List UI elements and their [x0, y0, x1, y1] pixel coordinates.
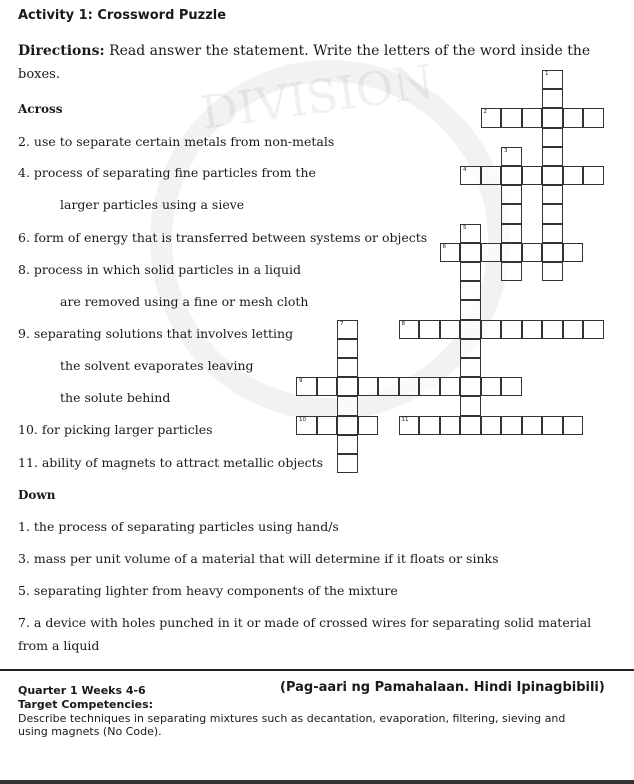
crossword-cell[interactable]	[460, 396, 481, 415]
clue-across-2: 2. use to separate certain metals from non-metals	[18, 134, 335, 149]
ownership-notice: (Pag-aari ng Pamahalaan. Hindi Ipinagbibili)	[280, 680, 605, 695]
crossword-cell[interactable]	[378, 377, 399, 396]
crossword-cell[interactable]	[501, 185, 522, 204]
crossword-cell[interactable]	[337, 435, 358, 454]
clue-across-6: 6. form of energy that is transferred between systems or objects	[18, 230, 428, 245]
crossword-cell[interactable]	[542, 108, 563, 127]
crossword-cell[interactable]	[460, 300, 481, 319]
crossword-cell[interactable]	[317, 416, 338, 435]
crossword-cell[interactable]	[501, 416, 522, 435]
crossword-cell[interactable]	[542, 204, 563, 223]
crossword-cell[interactable]	[542, 147, 563, 166]
crossword-cell[interactable]	[440, 243, 461, 262]
crossword-cell[interactable]	[501, 262, 522, 281]
crossword-cell[interactable]	[542, 128, 563, 147]
clue-across-11: 11. ability of magnets to attract metallic objects	[18, 455, 324, 470]
crossword-cell[interactable]	[358, 416, 379, 435]
crossword-cell[interactable]	[501, 224, 522, 243]
crossword-cell[interactable]	[522, 108, 543, 127]
crossword-cell[interactable]	[337, 377, 358, 396]
crossword-cell[interactable]	[460, 339, 481, 358]
crossword-cell[interactable]	[563, 166, 584, 185]
competencies-text: Describe techniques in separating mixtures such as decantation, evaporation, filtering, sieving and	[18, 712, 566, 725]
crossword-cell[interactable]	[460, 358, 481, 377]
crossword-cell[interactable]	[481, 377, 502, 396]
crossword-cell[interactable]	[563, 416, 584, 435]
clue-across-8-cont: are removed using a fine or mesh cloth	[60, 294, 309, 309]
crossword-cell[interactable]	[542, 320, 563, 339]
clue-across-10: 10. for picking larger particles	[18, 422, 213, 437]
clue-number: 1	[545, 71, 549, 77]
crossword-cell[interactable]	[501, 147, 522, 166]
activity-title: Activity 1: Crossword Puzzle	[18, 8, 227, 23]
crossword-cell[interactable]	[583, 166, 604, 185]
crossword-cell[interactable]	[440, 320, 461, 339]
crossword-cell[interactable]	[542, 166, 563, 185]
clue-number: 2	[483, 109, 487, 116]
clue-across-4: 4. process of separating fine particles from the	[18, 165, 316, 180]
crossword-cell[interactable]	[460, 243, 481, 262]
crossword-cell[interactable]	[542, 243, 563, 262]
crossword-cell[interactable]	[399, 320, 420, 339]
clue-down-3: 3. mass per unit volume of a material that will determine if it floats or sinks	[18, 551, 499, 566]
crossword-cell[interactable]	[460, 166, 481, 185]
crossword-cell[interactable]	[501, 320, 522, 339]
crossword-cell[interactable]	[501, 166, 522, 185]
crossword-cell[interactable]	[481, 243, 502, 262]
crossword-cell[interactable]	[542, 185, 563, 204]
crossword-cell[interactable]	[563, 320, 584, 339]
crossword-cell[interactable]	[501, 243, 522, 262]
crossword-cell[interactable]	[460, 377, 481, 396]
crossword-cell[interactable]	[419, 377, 440, 396]
directions	[18, 43, 590, 59]
crossword-cell[interactable]	[337, 320, 358, 339]
crossword-cell[interactable]	[542, 416, 563, 435]
clue-number: 10	[299, 416, 306, 423]
crossword-cell[interactable]	[542, 70, 563, 89]
clue-across-8: 8. process in which solid particles in a liquid	[18, 262, 302, 277]
clue-number: 3	[504, 147, 508, 154]
clue-number: 7	[340, 320, 344, 327]
crossword-cell[interactable]	[399, 416, 420, 435]
crossword-cell[interactable]	[460, 416, 481, 435]
crossword-cell[interactable]	[563, 108, 584, 127]
crossword-cell[interactable]	[583, 320, 604, 339]
crossword-cell[interactable]	[337, 339, 358, 358]
crossword-cell[interactable]	[460, 320, 481, 339]
clue-number: 5	[463, 224, 467, 231]
crossword-cell[interactable]	[542, 262, 563, 281]
clue-down-1: 1. the process of separating particles using hand/s	[18, 519, 339, 534]
crossword-cell[interactable]	[481, 108, 502, 127]
clue-down-5: 5. separating lighter from heavy components of the mixture	[18, 583, 398, 598]
crossword-cell[interactable]	[440, 416, 461, 435]
watermark-text: DIVISION	[197, 53, 437, 141]
crossword-cell[interactable]	[440, 377, 461, 396]
bottom-bar	[0, 780, 634, 784]
crossword-cell[interactable]	[481, 416, 502, 435]
clue-down-7: 7. a device with holes punched in it or made of crossed wires for separating solid material	[18, 615, 592, 630]
clue-number: 11	[401, 416, 409, 423]
clue-number: 4	[463, 167, 467, 173]
directions-label: Directions:	[18, 43, 105, 59]
crossword-cell[interactable]	[501, 108, 522, 127]
crossword-cell[interactable]	[501, 377, 522, 396]
directions-text: Read answer the statement. Write the letters of the word inside the	[104, 43, 591, 59]
clue-down-7-cont: from a liquid	[18, 638, 100, 653]
crossword-cell[interactable]	[296, 416, 317, 435]
clue-number: 6	[442, 243, 446, 250]
clue-across-9-cont: the solvent evaporates leaving	[60, 358, 254, 373]
crossword-cell[interactable]	[337, 358, 358, 377]
crossword-cell[interactable]	[460, 281, 481, 300]
clue-across-9-cont2: the solute behind	[60, 390, 171, 405]
crossword-cell[interactable]	[399, 377, 420, 396]
clue-across-9: 9. separating solutions that involves letting	[18, 326, 294, 341]
crossword-cell[interactable]	[419, 416, 440, 435]
footer-divider	[0, 669, 634, 671]
down-heading: Down	[18, 488, 56, 502]
crossword-cell[interactable]	[296, 377, 317, 396]
crossword-cell[interactable]	[337, 416, 358, 435]
crossword-cell[interactable]	[481, 320, 502, 339]
crossword-cell[interactable]	[501, 204, 522, 223]
crossword-cell[interactable]	[337, 454, 358, 473]
crossword-cell[interactable]	[460, 262, 481, 281]
crossword-cell[interactable]	[542, 224, 563, 243]
competencies-label: Target Competencies:	[18, 698, 154, 711]
crossword-cell[interactable]	[317, 377, 338, 396]
crossword-cell[interactable]	[522, 320, 543, 339]
crossword-cell[interactable]	[563, 243, 584, 262]
crossword-cell[interactable]	[522, 243, 543, 262]
crossword-cell[interactable]	[337, 396, 358, 415]
across-heading: Across	[18, 102, 63, 116]
crossword-cell[interactable]	[481, 166, 502, 185]
clue-number: 8	[401, 320, 405, 327]
crossword-cell[interactable]	[583, 108, 604, 127]
crossword-cell[interactable]	[460, 224, 481, 243]
crossword-cell[interactable]	[358, 377, 379, 396]
clue-across-4-cont: larger particles using a sieve	[60, 197, 245, 212]
crossword-cell[interactable]	[522, 166, 543, 185]
crossword-cell[interactable]	[522, 416, 543, 435]
directions-text-cont: boxes.	[18, 67, 60, 82]
crossword-cell[interactable]	[419, 320, 440, 339]
crossword-cell[interactable]	[542, 89, 563, 108]
clue-number: 9	[299, 378, 303, 385]
competencies-text-cont: using magnets (No Code).	[18, 725, 162, 738]
quarter-label: Quarter 1 Weeks 4-6	[18, 684, 146, 697]
